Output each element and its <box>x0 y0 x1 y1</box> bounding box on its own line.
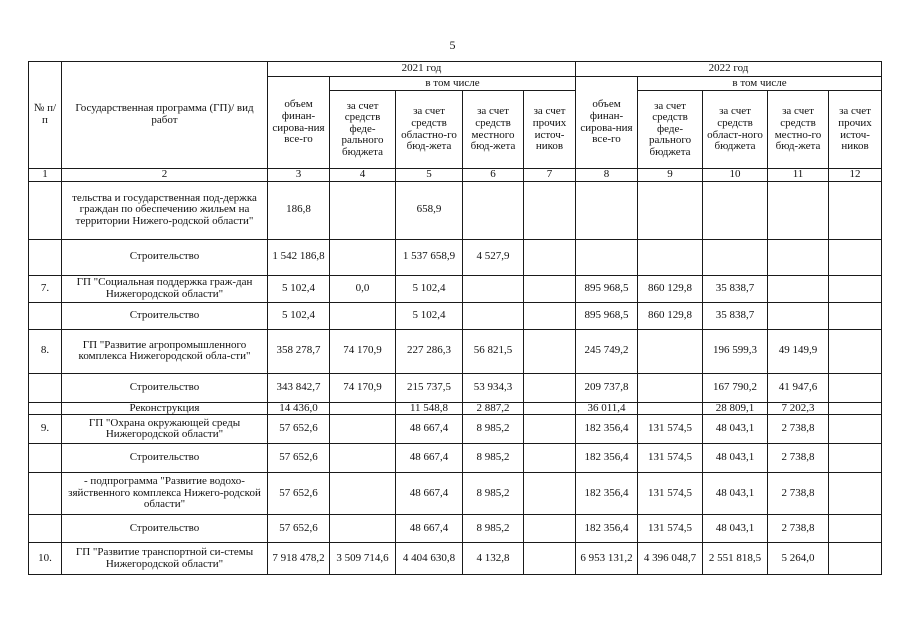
row-value-col-11: 5 264,0 <box>768 543 829 575</box>
row-value-col-10: 35 838,7 <box>703 302 768 329</box>
row-program-name: Реконструкция <box>62 402 268 415</box>
table-row <box>29 515 882 543</box>
row-value-col-3: 343 842,7 <box>268 373 330 402</box>
row-value-col-8: 182 356,4 <box>576 515 638 543</box>
header-regional-2021: за счет средств областно-го бюд-жета <box>396 91 463 169</box>
row-value-col-10: 2 551 818,5 <box>703 543 768 575</box>
row-value-col-9: 131 574,5 <box>638 473 703 515</box>
table-row <box>29 444 882 473</box>
row-program-name: Строительство <box>62 444 268 473</box>
header-year-2021: 2021 год <box>268 62 576 77</box>
row-value-col-8: 209 737,8 <box>576 373 638 402</box>
row-value-col-12 <box>829 473 882 515</box>
row-value-col-11: 2 738,8 <box>768 473 829 515</box>
row-value-col-7 <box>524 402 576 415</box>
row-program-name: Строительство <box>62 302 268 329</box>
row-value-col-8: 182 356,4 <box>576 473 638 515</box>
row-value-col-11: 41 947,6 <box>768 373 829 402</box>
row-value-col-3: 5 102,4 <box>268 275 330 302</box>
row-program-name: Строительство <box>62 239 268 275</box>
row-value-col-11: 2 738,8 <box>768 515 829 543</box>
table-row <box>29 373 882 402</box>
row-value-col-6: 8 985,2 <box>463 444 524 473</box>
col-number: 5 <box>396 169 463 182</box>
row-value-col-6: 4 132,8 <box>463 543 524 575</box>
row-value-col-7 <box>524 275 576 302</box>
table-row <box>29 275 882 302</box>
row-value-col-8: 245 749,2 <box>576 329 638 373</box>
row-program-name: ГП "Развитие агропромышленного комплекса Нижегородской обла-сти" <box>62 329 268 373</box>
row-value-col-7 <box>524 415 576 444</box>
row-value-col-9 <box>638 239 703 275</box>
col-number: 3 <box>268 169 330 182</box>
row-value-col-11: 7 202,3 <box>768 402 829 415</box>
row-value-col-6: 8 985,2 <box>463 415 524 444</box>
row-value-col-5: 215 737,5 <box>396 373 463 402</box>
row-program-name: ГП "Охрана окружающей среды Нижегородской области" <box>62 415 268 444</box>
row-value-col-7 <box>524 373 576 402</box>
row-number <box>29 373 62 402</box>
row-value-col-8: 36 011,4 <box>576 402 638 415</box>
col-number: 8 <box>576 169 638 182</box>
row-value-col-8 <box>576 181 638 239</box>
row-value-col-5: 5 102,4 <box>396 302 463 329</box>
row-value-col-7 <box>524 329 576 373</box>
row-value-col-3: 57 652,6 <box>268 444 330 473</box>
header-program: Государственная программа (ГП)/ вид работ <box>62 62 268 169</box>
row-program-name: - подпрограмма "Развитие водохо-зяйственного комплекса Нижего-родской области" <box>62 473 268 515</box>
table-row <box>29 415 882 444</box>
row-value-col-11 <box>768 302 829 329</box>
col-number: 12 <box>829 169 882 182</box>
row-value-col-12 <box>829 373 882 402</box>
row-value-col-9 <box>638 402 703 415</box>
row-number <box>29 473 62 515</box>
row-value-col-6 <box>463 275 524 302</box>
row-value-col-12 <box>829 181 882 239</box>
row-program-name: Строительство <box>62 373 268 402</box>
row-value-col-5: 48 667,4 <box>396 515 463 543</box>
row-value-col-4 <box>330 181 396 239</box>
row-value-col-7 <box>524 302 576 329</box>
row-value-col-12 <box>829 543 882 575</box>
row-number <box>29 515 62 543</box>
header-regional-2022: за счет средств област-ного бюджета <box>703 91 768 169</box>
row-value-col-4: 0,0 <box>330 275 396 302</box>
row-value-col-4 <box>330 444 396 473</box>
row-value-col-3: 186,8 <box>268 181 330 239</box>
table-body <box>29 181 882 575</box>
row-value-col-7 <box>524 543 576 575</box>
row-value-col-8: 6 953 131,2 <box>576 543 638 575</box>
col-number: 10 <box>703 169 768 182</box>
header-other-2021: за счет прочих источ-ников <box>524 91 576 169</box>
row-value-col-12 <box>829 444 882 473</box>
col-number: 1 <box>29 169 62 182</box>
table-row <box>29 329 882 373</box>
row-value-col-10: 28 809,1 <box>703 402 768 415</box>
row-value-col-10: 167 790,2 <box>703 373 768 402</box>
col-number: 2 <box>62 169 268 182</box>
table-row <box>29 402 882 415</box>
header-num: № п/п <box>29 62 62 169</box>
row-value-col-5: 48 667,4 <box>396 415 463 444</box>
row-value-col-11 <box>768 275 829 302</box>
row-value-col-12 <box>829 415 882 444</box>
row-value-col-9: 131 574,5 <box>638 444 703 473</box>
row-value-col-8: 895 968,5 <box>576 302 638 329</box>
row-value-col-6: 8 985,2 <box>463 473 524 515</box>
row-value-col-10: 48 043,1 <box>703 473 768 515</box>
header-year-2022: 2022 год <box>576 62 882 77</box>
row-value-col-11: 2 738,8 <box>768 444 829 473</box>
row-value-col-4 <box>330 473 396 515</box>
row-number <box>29 402 62 415</box>
row-value-col-11 <box>768 181 829 239</box>
row-value-col-9 <box>638 329 703 373</box>
header-local-2021: за счет средств местного бюд-жета <box>463 91 524 169</box>
col-number: 11 <box>768 169 829 182</box>
header-federal-2022: за счет средств феде-рального бюджета <box>638 91 703 169</box>
row-value-col-8: 182 356,4 <box>576 415 638 444</box>
row-value-col-5: 1 537 658,9 <box>396 239 463 275</box>
row-program-name: ГП "Социальная поддержка граж-дан Нижегородской области" <box>62 275 268 302</box>
row-value-col-10: 48 043,1 <box>703 444 768 473</box>
row-value-col-5: 4 404 630,8 <box>396 543 463 575</box>
row-value-col-3: 57 652,6 <box>268 415 330 444</box>
row-value-col-4 <box>330 402 396 415</box>
row-value-col-5: 11 548,8 <box>396 402 463 415</box>
row-value-col-6: 4 527,9 <box>463 239 524 275</box>
row-value-col-7 <box>524 473 576 515</box>
row-value-col-7 <box>524 181 576 239</box>
row-value-col-9: 860 129,8 <box>638 302 703 329</box>
row-value-col-12 <box>829 402 882 415</box>
row-value-col-12 <box>829 515 882 543</box>
col-number: 9 <box>638 169 703 182</box>
row-value-col-4 <box>330 515 396 543</box>
row-value-col-9: 4 396 048,7 <box>638 543 703 575</box>
row-value-col-3: 7 918 478,2 <box>268 543 330 575</box>
row-value-col-3: 57 652,6 <box>268 515 330 543</box>
row-value-col-8: 895 968,5 <box>576 275 638 302</box>
row-number <box>29 239 62 275</box>
row-value-col-9 <box>638 181 703 239</box>
row-program-name: ГП "Развитие транспортной си-стемы Нижегородской области" <box>62 543 268 575</box>
row-value-col-5: 48 667,4 <box>396 444 463 473</box>
page-number: 5 <box>449 38 456 52</box>
row-value-col-11: 49 149,9 <box>768 329 829 373</box>
row-value-col-10: 35 838,7 <box>703 275 768 302</box>
row-value-col-11 <box>768 239 829 275</box>
row-value-col-3: 358 278,7 <box>268 329 330 373</box>
row-value-col-8 <box>576 239 638 275</box>
row-value-col-3: 57 652,6 <box>268 473 330 515</box>
col-number: 4 <box>330 169 396 182</box>
row-program-name: Строительство <box>62 515 268 543</box>
row-value-col-3: 14 436,0 <box>268 402 330 415</box>
row-value-col-9: 131 574,5 <box>638 515 703 543</box>
col-number: 6 <box>463 169 524 182</box>
row-value-col-6: 2 887,2 <box>463 402 524 415</box>
row-value-col-4: 74 170,9 <box>330 329 396 373</box>
row-value-col-6 <box>463 302 524 329</box>
row-value-col-9 <box>638 373 703 402</box>
row-number <box>29 444 62 473</box>
header-including-2022: в том числе <box>638 77 882 91</box>
row-value-col-11: 2 738,8 <box>768 415 829 444</box>
budget-table <box>28 61 882 575</box>
row-value-col-3: 1 542 186,8 <box>268 239 330 275</box>
row-value-col-10: 196 599,3 <box>703 329 768 373</box>
col-number: 7 <box>524 169 576 182</box>
header-total-2021: объем финан-сирова-ния все-го <box>268 77 330 169</box>
row-value-col-4 <box>330 302 396 329</box>
row-value-col-7 <box>524 515 576 543</box>
row-value-col-6: 8 985,2 <box>463 515 524 543</box>
table-row <box>29 473 882 515</box>
row-value-col-12 <box>829 302 882 329</box>
header-local-2022: за счет средств местно-го бюд-жета <box>768 91 829 169</box>
row-value-col-10: 48 043,1 <box>703 415 768 444</box>
table-row <box>29 543 882 575</box>
row-value-col-9: 860 129,8 <box>638 275 703 302</box>
row-value-col-5: 227 286,3 <box>396 329 463 373</box>
header-total-2022: объем финан-сирова-ния все-го <box>576 77 638 169</box>
row-value-col-12 <box>829 329 882 373</box>
table-row <box>29 181 882 239</box>
row-number <box>29 181 62 239</box>
row-value-col-7 <box>524 444 576 473</box>
row-value-col-10: 48 043,1 <box>703 515 768 543</box>
row-number <box>29 302 62 329</box>
row-value-col-4 <box>330 239 396 275</box>
row-value-col-4 <box>330 415 396 444</box>
row-value-col-5: 5 102,4 <box>396 275 463 302</box>
row-value-col-9: 131 574,5 <box>638 415 703 444</box>
row-value-col-12 <box>829 239 882 275</box>
row-value-col-5: 658,9 <box>396 181 463 239</box>
row-number: 7. <box>29 275 62 302</box>
header-including-2021: в том числе <box>330 77 576 91</box>
row-value-col-3: 5 102,4 <box>268 302 330 329</box>
table-row <box>29 302 882 329</box>
table-row <box>29 239 882 275</box>
row-value-col-6 <box>463 181 524 239</box>
row-value-col-4: 3 509 714,6 <box>330 543 396 575</box>
row-number: 8. <box>29 329 62 373</box>
header-other-2022: за счет прочих источ-ников <box>829 91 882 169</box>
row-value-col-8: 182 356,4 <box>576 444 638 473</box>
row-value-col-6: 56 821,5 <box>463 329 524 373</box>
row-value-col-5: 48 667,4 <box>396 473 463 515</box>
row-value-col-6: 53 934,3 <box>463 373 524 402</box>
row-value-col-12 <box>829 275 882 302</box>
row-value-col-7 <box>524 239 576 275</box>
row-number: 9. <box>29 415 62 444</box>
row-value-col-10 <box>703 239 768 275</box>
row-number: 10. <box>29 543 62 575</box>
row-value-col-10 <box>703 181 768 239</box>
row-program-name: тельства и государственная под-держка граждан по обеспечению жильем на территории Нижего-родской области" <box>62 181 268 239</box>
row-value-col-4: 74 170,9 <box>330 373 396 402</box>
header-federal-2021: за счет средств феде-рального бюджета <box>330 91 396 169</box>
